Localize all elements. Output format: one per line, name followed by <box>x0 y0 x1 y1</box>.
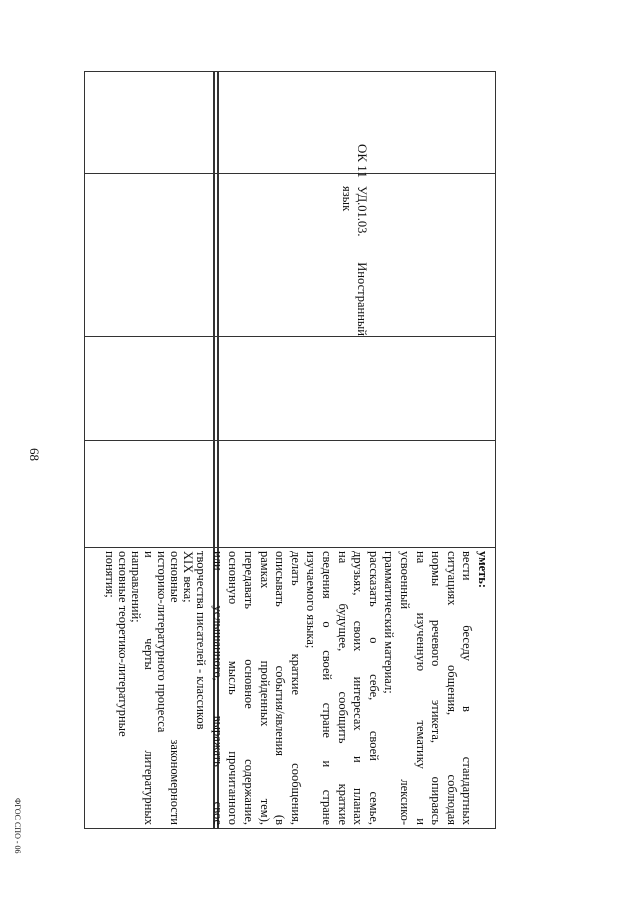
skills-line: изучаемого языка; <box>304 551 319 649</box>
row2-skills-text <box>209 551 490 825</box>
knowledge-line: понятия; <box>103 551 117 598</box>
row2-skills-cell <box>210 547 495 829</box>
skills-line: друзьях, своих интересах и планах <box>351 551 366 825</box>
page-number: 68 <box>27 448 42 461</box>
row1-knowledge-cell <box>84 547 213 829</box>
knowledge-line: XIX века; <box>181 551 195 603</box>
column-divider-2 <box>84 336 496 337</box>
knowledge-line: историко-литературного процесса <box>155 551 169 733</box>
skills-line: ситуациях общения, соблюдая <box>444 551 459 825</box>
column-divider-3 <box>84 440 496 441</box>
skills-line: на изученную тематику и <box>413 551 428 825</box>
skills-line: грамматический материал; <box>382 551 397 694</box>
competence-code: ОК 11 <box>355 144 370 178</box>
skills-line: рассказать о себе, своей семье, <box>366 551 381 825</box>
knowledge-line: основные теоретико-литературные <box>116 551 130 737</box>
skills-line: на будущее, сообщить краткие <box>335 551 350 825</box>
row2-discipline-cell <box>219 173 495 336</box>
curriculum-table <box>84 71 496 829</box>
skills-line: вести беседу в стандартных <box>460 551 475 825</box>
table-border-bottom <box>495 71 496 829</box>
skills-line: нормы речевого этикета, опираясь <box>429 551 444 825</box>
skills-heading: уметь: <box>476 551 490 589</box>
row1-knowledge-text <box>103 551 207 825</box>
skills-line: основную мысль прочитанного <box>226 551 241 825</box>
skills-line: усвоенный лексико- <box>398 551 413 825</box>
knowledge-line: основные закономерности <box>168 551 182 825</box>
skills-line: описывать события/явления (в <box>273 551 288 825</box>
knowledge-line: направлений; <box>129 551 143 623</box>
skills-line: рамках пройденных тем), <box>257 551 272 825</box>
footer-code: ФГОС СПО - 06 <box>13 798 22 854</box>
skills-line: передавать основное содержание, <box>242 551 257 825</box>
discipline-text: УД.01.03. Иностранный язык <box>340 186 369 336</box>
row2-competence-cell <box>219 71 495 178</box>
skills-line: делать краткие сообщения, <box>288 551 303 825</box>
knowledge-line: творчества писателей - классиков <box>194 551 208 730</box>
skills-line: или услышанного, выражать свое <box>210 551 225 825</box>
skills-line: сведения о своей стране и стране <box>320 551 335 825</box>
knowledge-line: и черты литературных <box>142 551 156 825</box>
